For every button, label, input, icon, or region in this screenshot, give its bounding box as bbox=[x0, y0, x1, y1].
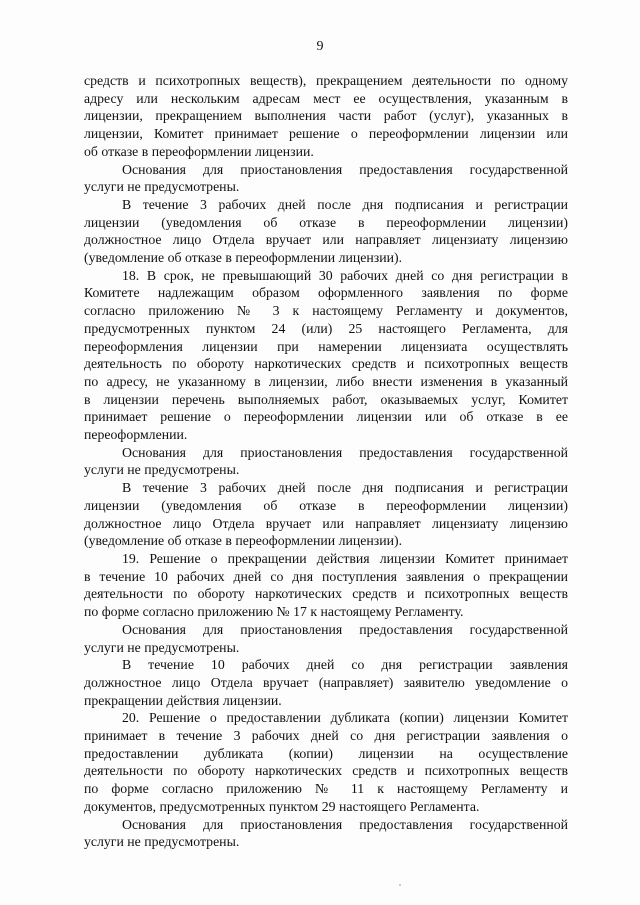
text-line: (уведомление об отказе в переоформлении лицензии). bbox=[84, 250, 403, 266]
text-line: предусмотренных пунктом 24 (или) 25 настоящего Регламента, для bbox=[84, 320, 568, 336]
text-line: об отказе в переоформлении лицензии. bbox=[84, 143, 314, 159]
text-line: адресу или нескольким адресам мест ее осуществления, указанным в bbox=[84, 90, 568, 106]
page-number: 9 bbox=[316, 39, 324, 54]
text-line: в лицензии перечень выполняемых работ, оказываемых услуг, Комитет bbox=[84, 391, 568, 407]
text-line: деятельности по обороту наркотических средств и психотропных веществ bbox=[84, 586, 568, 602]
text-line: переоформлении. bbox=[84, 427, 188, 443]
text-line: услуги не предусмотрены. bbox=[84, 462, 240, 478]
text-line: лицензии, прекращением выполнения части работ (услуг), указанных в bbox=[84, 108, 568, 124]
text-line: В течение 3 рабочих дней после дня подписания и регистрации bbox=[122, 196, 568, 212]
text-line: лицензии, Комитет принимает решение о переоформлении лицензии или bbox=[84, 126, 568, 142]
text-line: по форме согласно приложению № 11 к настоящему Регламенту и bbox=[84, 781, 568, 797]
text-line: прекращении действия лицензии. bbox=[84, 692, 282, 708]
text-line: переоформления лицензии при намерении лицензиата осуществлять bbox=[84, 338, 568, 354]
text-line: принимает решение о переоформлении лицензии или об отказе в ее bbox=[84, 409, 568, 425]
text-line: принимает в течение 3 рабочих дней со дня регистрации заявления о bbox=[84, 728, 568, 744]
text-line: деятельность по обороту наркотических средств и психотропных веществ bbox=[84, 356, 568, 372]
text-line: 19. Решение о прекращении действия лицензии Комитет принимает bbox=[122, 550, 568, 566]
text-line: по форме согласно приложению № 17 к настоящему Регламенту. bbox=[84, 604, 464, 620]
text-line: в течение 10 рабочих дней со дня поступления заявления о прекращении bbox=[84, 568, 568, 584]
text-line: 18. В срок, не превышающий 30 рабочих дней со дня регистрации в bbox=[122, 267, 568, 283]
text-line: Основания для приостановления предоставления государственной bbox=[122, 444, 568, 460]
text-line: лицензии (уведомления об отказе в переоформлении лицензии) bbox=[84, 497, 568, 513]
text-line: по адресу, не указанному в лицензии, либо внести изменения в указанный bbox=[84, 373, 568, 389]
text-line: услуги не предусмотрены. bbox=[84, 639, 240, 655]
text-line: должностное лицо Отдела вручает или направляет лицензиату лицензию bbox=[84, 232, 568, 248]
text-line: должностное лицо Отдела вручает или направляет лицензиату лицензию bbox=[84, 515, 568, 531]
text-line: деятельности по обороту наркотических средств и психотропных веществ bbox=[84, 763, 568, 779]
text-line: Основания для приостановления предоставления государственной bbox=[122, 161, 568, 177]
text-line: согласно приложению № 3 к настоящему Регламенту и документов, bbox=[84, 303, 568, 319]
text-line: предоставлении дубликата (копии) лицензии на осуществление bbox=[84, 745, 568, 761]
text-line: Основания для приостановления предоставления государственной bbox=[122, 816, 568, 832]
text-line: В течение 10 рабочих дней со дня регистрации заявления bbox=[122, 657, 568, 673]
document-body bbox=[84, 72, 568, 851]
text-line: Комитете надлежащим образом оформленного заявления по форме bbox=[84, 285, 568, 301]
text-line: услуги не предусмотрены. bbox=[84, 179, 240, 195]
text-line: средств и психотропных веществ), прекращением деятельности по одному bbox=[84, 73, 568, 88]
text-line: документов, предусмотренных пунктом 29 настоящего Регламента. bbox=[84, 798, 480, 814]
text-line: В течение 3 рабочих дней после дня подписания и регистрации bbox=[122, 480, 568, 496]
text-line: (уведомление об отказе в переоформлении лицензии). bbox=[84, 533, 403, 549]
text-line: лицензии (уведомления об отказе в переоформлении лицензии) bbox=[84, 214, 568, 230]
text-line: услуги не предусмотрены. bbox=[84, 834, 240, 850]
scan-artifact bbox=[399, 884, 401, 886]
text-line: должностное лицо Отдела вручает (направляет) заявителю уведомление о bbox=[84, 674, 568, 690]
text-line: Основания для приостановления предоставления государственной bbox=[122, 621, 568, 637]
text-line: 20. Решение о предоставлении дубликата (копии) лицензии Комитет bbox=[122, 710, 568, 726]
